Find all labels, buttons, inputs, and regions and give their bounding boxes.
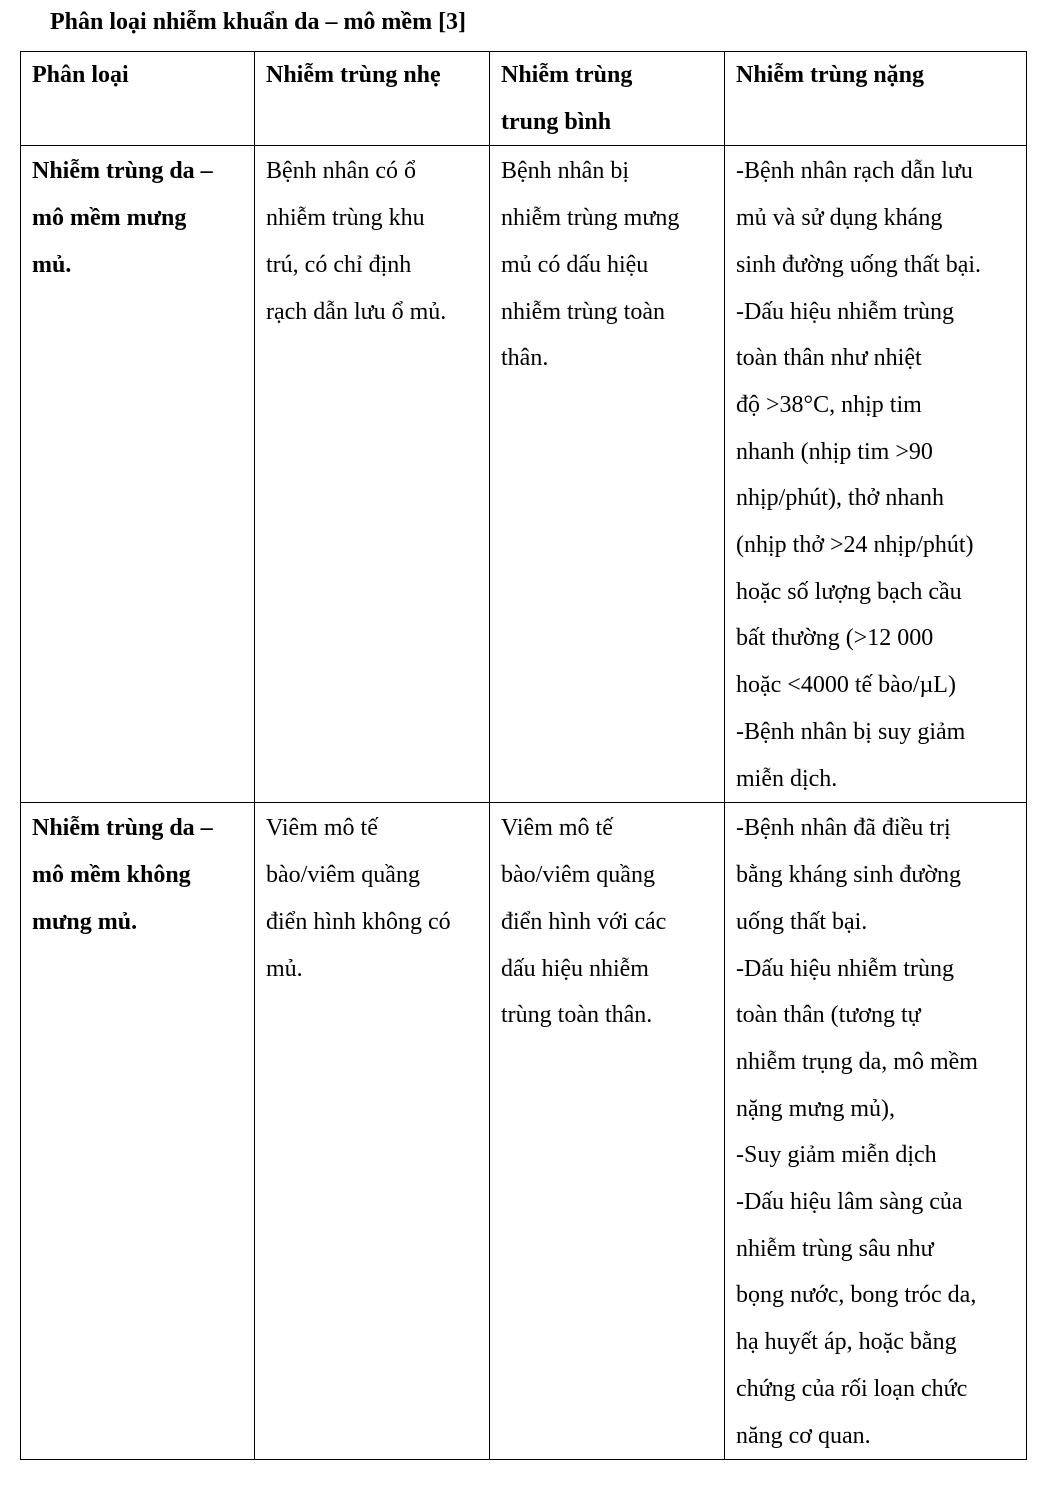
cell-line: mưng mủ. [32,908,138,935]
cell-line: bào/viêm quầng [501,862,655,889]
cell-line: bào/viêm quầng [266,862,420,889]
header-moderate [490,52,725,146]
cell-line: hoặc số lượng bạch cầu [736,578,962,605]
cell-line: nhanh (nhịp tim >90 [736,438,933,465]
cell-line: mủ. [266,955,303,982]
cell-line: mô mềm mưng [32,205,187,232]
cell-line: điển hình không có [266,908,451,935]
cell-line: trú, có chỉ định [266,251,412,278]
document-title: Phân loại nhiễm khuẩn da – mô mềm [3] [50,9,467,35]
cell-line: (nhịp thở >24 nhịp/phút) [736,532,974,559]
cell-line: chứng của rối loạn chức [736,1375,968,1402]
cell-line: Viêm mô tế [501,815,613,842]
cell-line: thân. [501,345,549,372]
cell-line: bất thường (>12 000 [736,625,934,652]
cell-line: Nhiễm trùng da – [32,158,213,185]
header-line: Nhiễm trùng [501,62,633,88]
cell-line: mủ có dấu hiệu [501,251,649,278]
mild-cell [255,146,490,803]
cell-line: năng cơ quan. [736,1422,871,1449]
header-classification [21,52,255,146]
cell-line: nhiễm trùng mưng [501,205,680,232]
table-row [21,803,1027,1460]
severe-cell [725,803,1027,1460]
cell-line: mủ và sử dụng kháng [736,205,943,232]
header-line: Phân loại [32,62,129,88]
cell-line: -Suy giảm miễn dịch [736,1142,937,1169]
category-cell [21,146,255,803]
cell-line: -Dấu hiệu lâm sàng của [736,1189,963,1216]
cell-line: nặng mưng mủ), [736,1095,895,1122]
cell-line: trùng toàn thân. [501,1002,653,1029]
cell-line: Viêm mô tế [266,815,378,842]
cell-line: độ >38°C, nhịp tim [736,391,922,418]
severe-cell [725,146,1027,803]
cell-line: nhịp/phút), thở nhanh [736,485,945,512]
cell-line: -Dấu hiệu nhiễm trùng [736,955,954,982]
cell-line: nhiễm trụng da, mô mềm [736,1048,978,1075]
cell-line: toàn thân như nhiệt [736,345,922,372]
cell-line: điển hình với các [501,908,667,935]
cell-line: uống thất bại. [736,908,868,935]
moderate-cell [490,803,725,1460]
cell-line: -Bệnh nhân bị suy giảm [736,718,966,745]
cell-line: bọng nước, bong tróc da, [736,1282,977,1309]
header-mild [255,52,490,146]
cell-line: mô mềm không [32,862,191,889]
cell-line: Bệnh nhân có ổ [266,158,416,185]
cell-line: -Dấu hiệu nhiễm trùng [736,298,954,325]
table-row [21,146,1027,803]
cell-line: hạ huyết áp, hoặc bằng [736,1329,957,1356]
moderate-cell [490,146,725,803]
cell-line: bằng kháng sinh đường [736,862,962,889]
table-header-row [21,52,1027,146]
cell-line: Nhiễm trùng da – [32,815,213,842]
cell-line: Bệnh nhân bị [501,158,629,185]
cell-line: toàn thân (tương tự [736,1002,921,1029]
category-cell [21,803,255,1460]
cell-line: rạch dẫn lưu ổ mủ. [266,298,447,325]
cell-line: -Bệnh nhân đã điều trị [736,815,951,842]
cell-line: nhiễm trùng toàn [501,298,665,325]
cell-line: -Bệnh nhân rạch dẫn lưu [736,158,973,185]
cell-line: nhiễm trùng khu [266,205,425,232]
cell-line: sinh đường uống thất bại. [736,251,982,278]
cell-line: dấu hiệu nhiễm [501,955,649,982]
cell-line: nhiễm trùng sâu như [736,1235,934,1262]
cell-line: miễn dịch. [736,765,838,792]
header-severe [725,52,1027,146]
header-line: Nhiễm trùng nặng [736,62,925,88]
header-line: trung bình [501,108,612,135]
classification-table [20,51,1027,1460]
header-line: Nhiễm trùng nhẹ [266,62,441,88]
mild-cell [255,803,490,1460]
cell-line: mủ. [32,251,72,278]
cell-line: hoặc <4000 tế bào/µL) [736,672,956,699]
